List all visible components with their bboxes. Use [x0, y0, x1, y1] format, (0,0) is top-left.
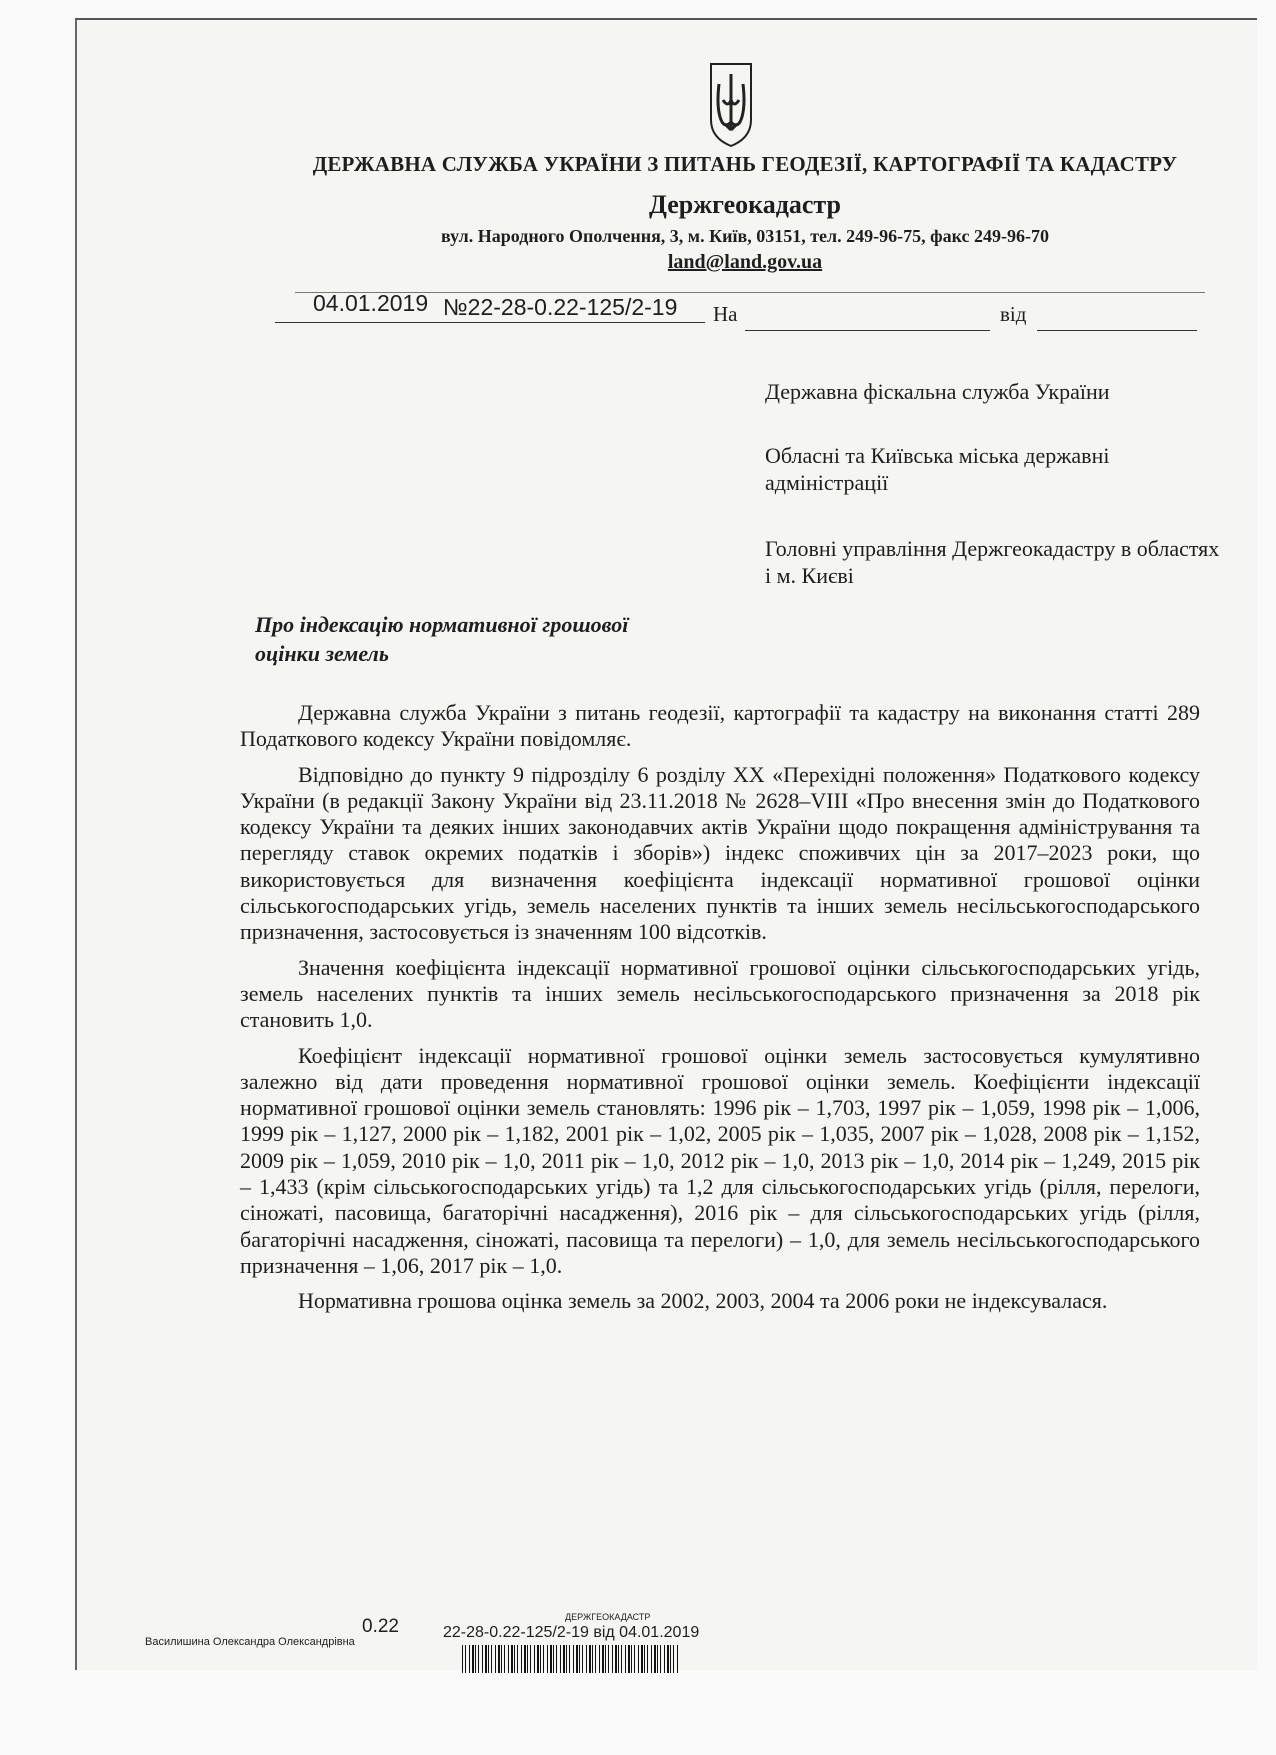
executor-code: 0.22 — [362, 1616, 399, 1637]
body-paragraph: Коефіцієнт індексації нормативної грошової оцінки земель застосовується кумулятивно залежно від дати проведення нормативної грошової оцінки земель. Коефіцієнти індексації нормативної грошової оцінки земель становлять: 1996 рік – 1,703, 1997 рік – 1,059, 1998 рік – 1,006, 1999 рік – 1,127, 2000 рік – 1,182, 2001 рік – 1,02, 2005 рік – 1,035, 2007 рік – 1,028, 2008 рік – 1,152, 2009 рік – 1,059, 2010 рік – 1,0, 2011 рік – 1,0, 2012 рік – 1,0, 2013 рік – 1,0, 2014 рік – 1,249, 2015 рік – 1,433 (крім сільськогосподарських угідь) та 1,2 для сільськогосподарських угідь (рілля, перелоги, сіножаті, пасовища, багаторічні насадження), 2016 рік – для сільськогосподарських угідь (рілля, багаторічні насадження, сіножаті, пасовища та перелоги) – 1,0, для земель несільськогосподарського призначення – 1,06, 2017 рік – 1,0. — [240, 1042, 1200, 1278]
registration-number: №22-28-0.22-125/2-19 — [443, 294, 678, 320]
recipient: Державна фіскальна служба України — [765, 379, 1110, 404]
stamp-organization: ДЕРЖГЕОКАДАСТР — [565, 1612, 651, 1622]
organization-email — [285, 251, 1205, 274]
divider — [295, 292, 1205, 293]
body-paragraph: Значення коефіцієнта індексації нормативної грошової оцінки сільськогосподарських угідь, земель населених пунктів та інших земель несільськогосподарського призначення за 2018 рік становить 1,0. — [240, 954, 1200, 1033]
reference-date-label: від — [1000, 302, 1027, 326]
executor-name: Василишина Олександра Олександрівна — [145, 1636, 355, 1648]
divider — [275, 322, 705, 323]
organization-name: ДЕРЖАВНА СЛУЖБА УКРАЇНИ З ПИТАНЬ ГЕОДЕЗІЇ, КАРТОГРАФІЇ ТА КАДАСТРУ — [312, 152, 1178, 176]
document-stamp-id: 22-28-0.22-125/2-19 від 04.01.2019 — [443, 1624, 700, 1641]
recipient: Обласні та Київська міська державні адміністрації — [765, 443, 1110, 495]
body-paragraph: Державна служба України з питань геодезії, картографії та кадастру на виконання статті 289 Податкового кодексу України повідомляє. — [240, 700, 1200, 752]
body-paragraph: Нормативна грошова оцінка земель за 2002, 2003, 2004 та 2006 роки не індексувалася. — [298, 1288, 1108, 1314]
executor-info — [145, 1616, 415, 1648]
registration-line — [275, 292, 1205, 332]
organization-address: вул. Народного Ополчення, 3, м. Київ, 03151, тел. 249-96-75, факс 249-96-70 — [441, 226, 1049, 246]
body-paragraph: Відповідно до пункту 9 підрозділу 6 розділу XX «Перехідні положення» Податкового кодексу України (в редакції Закону України від 23.11.2018 № 2628–VIII «Про внесення змін до Податкового кодексу України та деяких інших законодавчих актів України щодо покращення адміністрування та перегляду ставок окремих податків і зборів») індекс споживчих цін за 2017–2023 роки, що використовується для визначення коефіцієнта індексації нормативної грошової оцінки сільськогосподарських угідь, земель населених пунктів та інших земель несільськогосподарського призначення, застосовується із значенням 100 відсотків. — [240, 761, 1200, 945]
coat-of-arms-icon — [706, 60, 756, 150]
barcode — [462, 1645, 682, 1673]
recipient: Головні управління Держгеокадастру в областях і м. Києві — [765, 536, 1220, 588]
registration-date: 04.01.2019 — [313, 290, 429, 316]
reference-label: На — [713, 302, 738, 326]
email-link[interactable]: land@land.gov.ua — [667, 251, 823, 273]
letter-subject: Про індексацію нормативної грошової оцінки земель — [255, 612, 629, 666]
letter-body — [240, 700, 1200, 1324]
divider — [1037, 330, 1197, 331]
organization-abbreviation: Держгеокадастр — [649, 190, 841, 219]
divider — [745, 330, 990, 331]
